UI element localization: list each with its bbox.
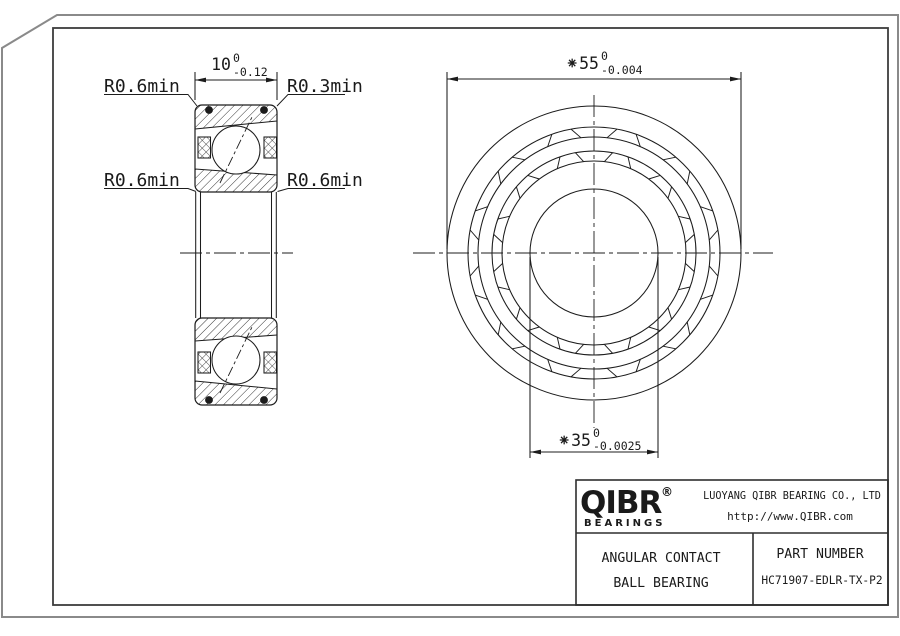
outer-border-frame	[2, 15, 898, 617]
company-website: http://www.QIBR.com	[727, 510, 853, 523]
width-dim-value: 10	[211, 55, 231, 74]
width-dim-tol-upper: 0	[233, 51, 240, 65]
rivet	[206, 397, 213, 404]
ball-section	[212, 126, 260, 174]
brand-logo	[580, 485, 673, 529]
ball-section	[212, 336, 260, 384]
radius-label-mid-right: R0.6min	[287, 170, 363, 191]
cage-section	[264, 137, 277, 158]
od-dim-value: ⁕55	[565, 54, 599, 73]
section-top-half	[195, 105, 277, 192]
radius-label-top-right: R0.3min	[287, 76, 363, 97]
rivet	[206, 107, 213, 114]
registered-mark: ®	[661, 485, 673, 499]
cage-section	[198, 137, 211, 158]
bore-dim-value: ⁕35	[557, 431, 591, 450]
product-type-line2: BALL BEARING	[613, 576, 709, 591]
width-dim-tol-lower: -0.12	[233, 65, 268, 79]
od-dim-tol-upper: 0	[601, 49, 608, 63]
logo-text: QIBR	[580, 485, 662, 521]
cage-section	[264, 352, 277, 373]
bore-dim-tol-upper: 0	[593, 426, 600, 440]
rivet	[261, 397, 268, 404]
part-number-value: HC71907-EDLR-TX-P2	[761, 574, 883, 587]
product-type-line1: ANGULAR CONTACT	[601, 551, 721, 566]
radius-label-top-left: R0.6min	[104, 76, 180, 97]
radius-label-mid-left: R0.6min	[104, 170, 180, 191]
od-dim-tol-lower: -0.004	[601, 63, 643, 77]
cage-section	[198, 352, 211, 373]
bore-dim-tol-lower: -0.0025	[593, 439, 642, 453]
part-number-label: PART NUMBER	[776, 547, 864, 562]
logo-subtext: BEARINGS	[584, 518, 666, 529]
company-name: LUOYANG QIBR BEARING CO., LTD	[703, 491, 881, 502]
section-bottom-half	[195, 318, 277, 405]
rivet	[261, 107, 268, 114]
